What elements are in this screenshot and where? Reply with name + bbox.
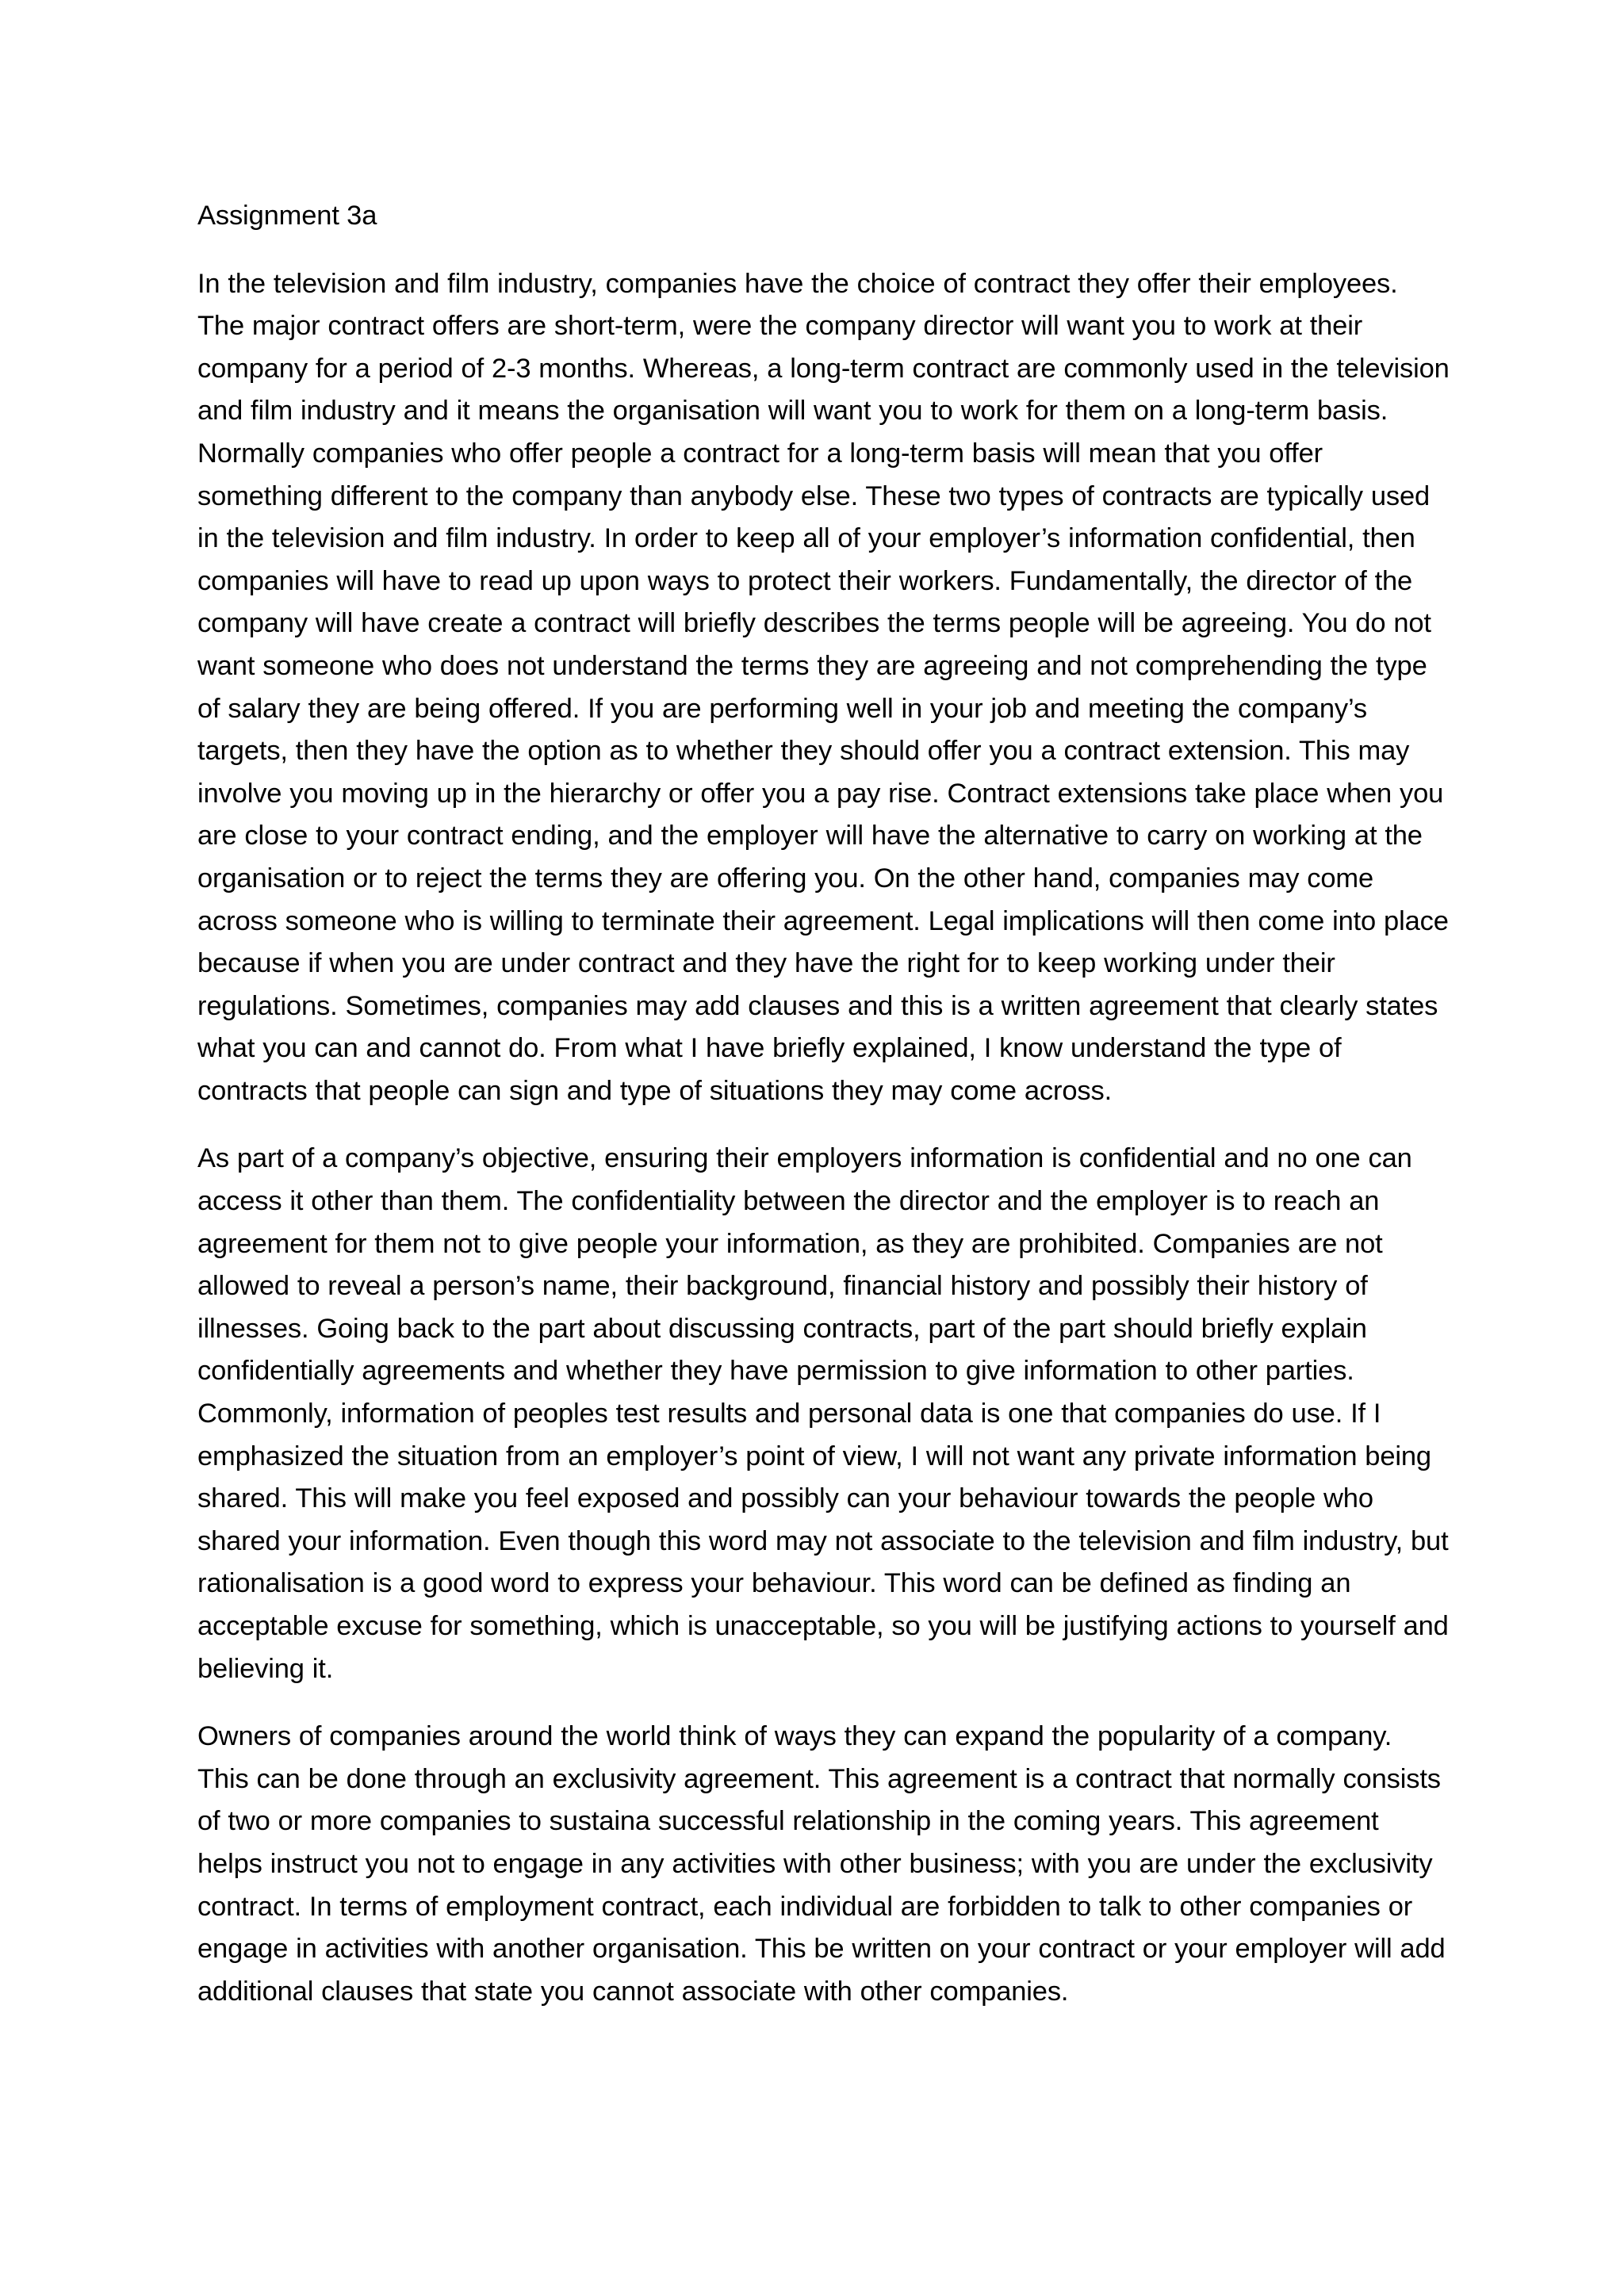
paragraph-contracts: In the television and film industry, companies have the choice of contract they offer their employees. The major contract offers are short-term, were the company director will want you to work at their company for a period of 2-3 months. Whereas, a long-term contract are commonly used in the television and film industry and it means the organisation will want you to work for them on a long-term basis. Normally companies who offer people a contract for a long-term basis will mean that you offer something different to the company than anybody else. These two types of contracts are typically used in the television and film industry. In order to keep all of your employer’s information confidential, then companies will have to read up upon ways to protect their workers. Fundamentally, the director of the company will have create a contract will briefly describes the terms people will be agreeing. You do not want someone who does not understand the terms they are agreeing and not comprehending the type of salary they are being offered. If you are performing well in your job and meeting the company’s targets, then they have the option as to whether they should offer you a contract extension. This may involve you moving up in the hierarchy or offer you a pay rise. Contract extensions take place when you are close to your contract ending, and the employer will have the alternative to carry on working at the organisation or to reject the terms they are offering you. On the other hand, companies may come across someone who is willing to terminate their agreement. Legal implications will then come into place because if when you are under contract and they have the right for to keep working under their regulations. Sometimes, companies may add clauses and this is a written agreement that clearly states what you can and cannot do. From what I have briefly explained, I know understand the type of contracts that people can sign and type of situations they may come across. — [197, 268, 1450, 1106]
document-body — [197, 195, 1450, 2038]
document-title: Assignment 3a — [197, 201, 377, 231]
paragraph-confidentiality: As part of a company’s objective, ensuring their employers information is confidential and no one can access it other than them. The confidentiality between the director and the employer is to reach an agreement for them not to give people your information, as they are prohibited. Companies are not allowed to reveal a person’s name, their background, financial history and possibly their history of illnesses. Going back to the part about discussing contracts, part of the part should briefly explain confidentially agreements and whether they have permission to give information to other parties. Commonly, information of peoples test results and personal data is one that companies do use. If I emphasized the situation from an employer’s point of view, I will not want any private information being shared. This will make you feel exposed and possibly can your behaviour towards the people who shared your information. Even though this word may not associate to the television and film industry, but rationalisation is a good word to express your behaviour. This word can be defined as finding an acceptable excuse for something, which is unacceptable, so you will be justifying actions to yourself and believing it. — [197, 1143, 1449, 1684]
paragraph-exclusivity: Owners of companies around the world think of ways they can expand the popularity of a company. This can be done through an exclusivity agreement. This agreement is a contract that normally consists of two or more companies to sustaina successful relationship in the coming years. This agreement helps instruct you not to engage in any activities with other business; with you are under the exclusivity contract. In terms of employment contract, each individual are forbidden to talk to other companies or engage in activities with another organisation. This be written on your contract or your employer will add additional clauses that state you cannot associate with other companies. — [197, 1721, 1446, 2007]
